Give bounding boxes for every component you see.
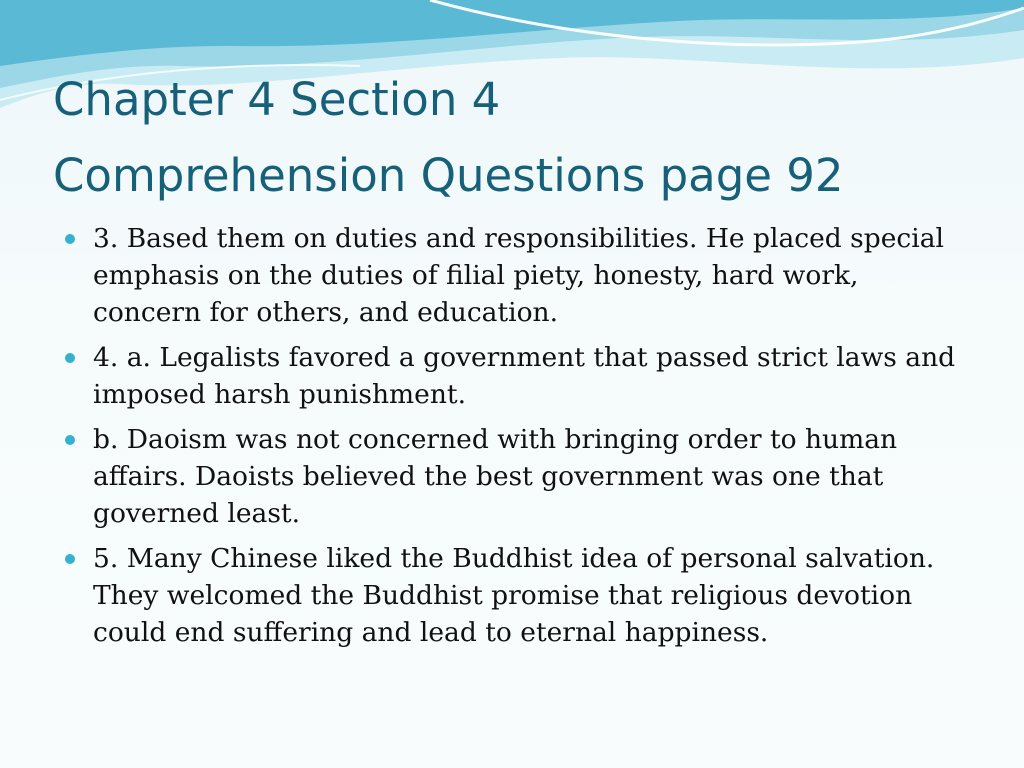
title-line-1: Chapter 4 Section 4 bbox=[53, 73, 501, 126]
bullet-item-q4b bbox=[63, 421, 963, 532]
bullet-list bbox=[63, 220, 963, 659]
bullet-text: 3. Based them on duties and responsibilities. He placed special emphasis on the duties of filial piety, honesty, hard work, concern for others, and education. bbox=[93, 223, 945, 328]
bullet-item-q5 bbox=[63, 540, 963, 651]
bullet-marker-icon bbox=[65, 234, 75, 244]
bullet-marker-icon bbox=[65, 353, 75, 363]
bullet-text: 5. Many Chinese liked the Buddhist idea of personal salvation. They welcomed the Buddhist promise that religious devotion could end suffering and lead to eternal happiness. bbox=[93, 543, 935, 648]
bullet-marker-icon bbox=[65, 554, 75, 564]
slide-title bbox=[53, 62, 1003, 214]
bullet-text: 4. a. Legalists favored a government that passed strict laws and imposed harsh punishment. bbox=[93, 342, 956, 410]
bullet-item-q3 bbox=[63, 220, 963, 331]
title-line-2: Comprehension Questions page 92 bbox=[53, 149, 844, 202]
bullet-item-q4a bbox=[63, 339, 963, 413]
bullet-marker-icon bbox=[65, 435, 75, 445]
bullet-text: b. Daoism was not concerned with bringing order to human affairs. Daoists believed the best government was one that governed least. bbox=[93, 424, 898, 529]
